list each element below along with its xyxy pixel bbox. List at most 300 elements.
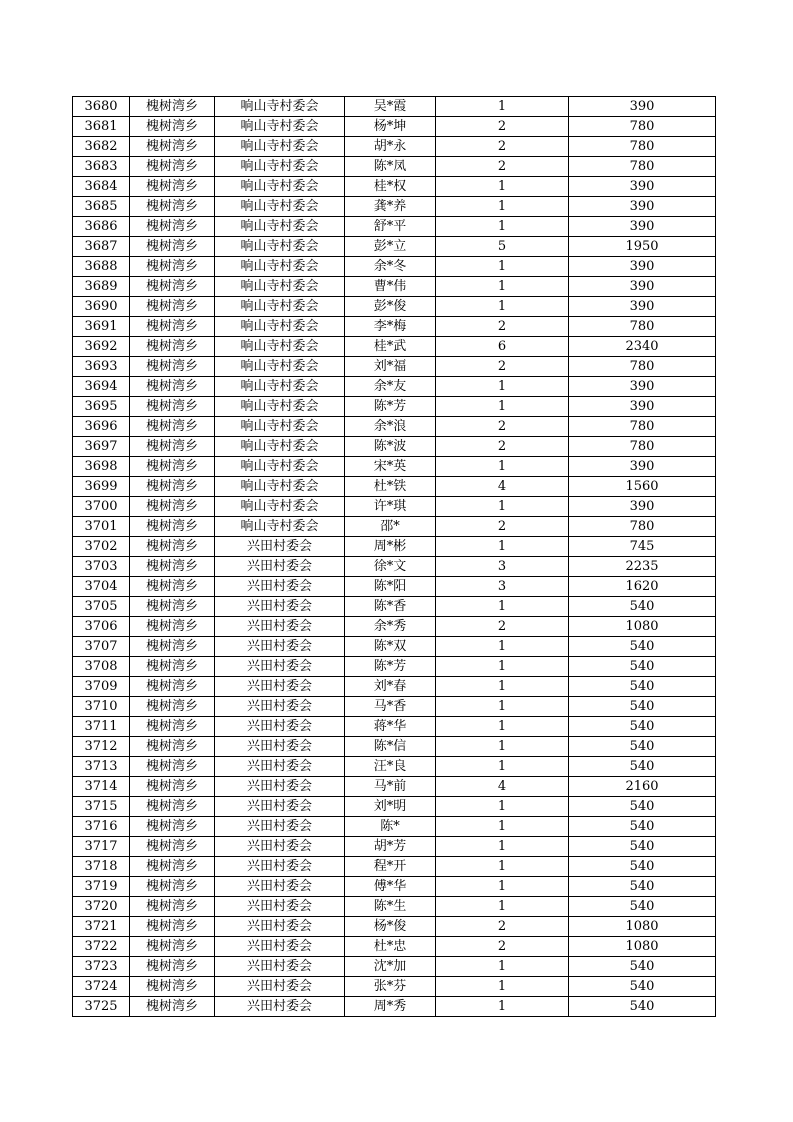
count-cell: 2 [436, 937, 569, 957]
amount-cell: 540 [569, 677, 716, 697]
township-cell: 槐树湾乡 [130, 577, 215, 597]
village-committee-cell: 响山寺村委会 [215, 117, 345, 137]
row-number-cell: 3693 [73, 357, 130, 377]
township-cell: 槐树湾乡 [130, 477, 215, 497]
row-number-cell: 3705 [73, 597, 130, 617]
row-number-cell: 3724 [73, 977, 130, 997]
table-row [73, 597, 716, 617]
count-cell: 6 [436, 337, 569, 357]
name-cell: 张*芬 [345, 977, 436, 997]
village-committee-cell: 兴田村委会 [215, 957, 345, 977]
row-number-cell: 3695 [73, 397, 130, 417]
township-cell: 槐树湾乡 [130, 397, 215, 417]
row-number-cell: 3717 [73, 837, 130, 857]
township-cell: 槐树湾乡 [130, 97, 215, 117]
amount-cell: 390 [569, 277, 716, 297]
row-number-cell: 3719 [73, 877, 130, 897]
amount-cell: 780 [569, 317, 716, 337]
name-cell: 陈*芳 [345, 397, 436, 417]
name-cell: 周*彬 [345, 537, 436, 557]
township-cell: 槐树湾乡 [130, 977, 215, 997]
row-number-cell: 3684 [73, 177, 130, 197]
township-cell: 槐树湾乡 [130, 917, 215, 937]
township-cell: 槐树湾乡 [130, 157, 215, 177]
table-row [73, 797, 716, 817]
name-cell: 彭*立 [345, 237, 436, 257]
name-cell: 马*香 [345, 697, 436, 717]
village-committee-cell: 响山寺村委会 [215, 137, 345, 157]
table-row [73, 537, 716, 557]
township-cell: 槐树湾乡 [130, 357, 215, 377]
table-row [73, 397, 716, 417]
amount-cell: 745 [569, 537, 716, 557]
village-committee-cell: 兴田村委会 [215, 677, 345, 697]
row-number-cell: 3686 [73, 217, 130, 237]
count-cell: 1 [436, 997, 569, 1017]
row-number-cell: 3700 [73, 497, 130, 517]
count-cell: 2 [436, 137, 569, 157]
count-cell: 4 [436, 477, 569, 497]
row-number-cell: 3716 [73, 817, 130, 837]
village-committee-cell: 兴田村委会 [215, 837, 345, 857]
village-committee-cell: 响山寺村委会 [215, 497, 345, 517]
row-number-cell: 3703 [73, 557, 130, 577]
table-row [73, 417, 716, 437]
amount-cell: 780 [569, 137, 716, 157]
row-number-cell: 3706 [73, 617, 130, 637]
village-committee-cell: 兴田村委会 [215, 917, 345, 937]
amount-cell: 540 [569, 977, 716, 997]
township-cell: 槐树湾乡 [130, 297, 215, 317]
amount-cell: 540 [569, 757, 716, 777]
township-cell: 槐树湾乡 [130, 877, 215, 897]
amount-cell: 390 [569, 397, 716, 417]
name-cell: 刘*福 [345, 357, 436, 377]
table-row [73, 237, 716, 257]
table-row [73, 697, 716, 717]
township-cell: 槐树湾乡 [130, 237, 215, 257]
village-committee-cell: 兴田村委会 [215, 937, 345, 957]
count-cell: 1 [436, 697, 569, 717]
count-cell: 2 [436, 157, 569, 177]
count-cell: 1 [436, 197, 569, 217]
amount-cell: 540 [569, 657, 716, 677]
count-cell: 2 [436, 437, 569, 457]
count-cell: 1 [436, 717, 569, 737]
count-cell: 1 [436, 377, 569, 397]
table-row [73, 617, 716, 637]
count-cell: 1 [436, 957, 569, 977]
table-row [73, 517, 716, 537]
township-cell: 槐树湾乡 [130, 697, 215, 717]
table-row [73, 957, 716, 977]
township-cell: 槐树湾乡 [130, 797, 215, 817]
township-cell: 槐树湾乡 [130, 497, 215, 517]
row-number-cell: 3711 [73, 717, 130, 737]
village-committee-cell: 响山寺村委会 [215, 357, 345, 377]
township-cell: 槐树湾乡 [130, 857, 215, 877]
name-cell: 桂*武 [345, 337, 436, 357]
amount-cell: 390 [569, 217, 716, 237]
township-cell: 槐树湾乡 [130, 997, 215, 1017]
row-number-cell: 3708 [73, 657, 130, 677]
township-cell: 槐树湾乡 [130, 957, 215, 977]
village-committee-cell: 响山寺村委会 [215, 237, 345, 257]
table-row [73, 337, 716, 357]
amount-cell: 1560 [569, 477, 716, 497]
village-committee-cell: 兴田村委会 [215, 717, 345, 737]
amount-cell: 540 [569, 957, 716, 977]
count-cell: 2 [436, 317, 569, 337]
name-cell: 杜*铁 [345, 477, 436, 497]
row-number-cell: 3709 [73, 677, 130, 697]
table-row [73, 357, 716, 377]
township-cell: 槐树湾乡 [130, 217, 215, 237]
village-committee-cell: 响山寺村委会 [215, 337, 345, 357]
amount-cell: 540 [569, 817, 716, 837]
village-committee-cell: 兴田村委会 [215, 777, 345, 797]
amount-cell: 390 [569, 197, 716, 217]
name-cell: 余*冬 [345, 257, 436, 277]
count-cell: 1 [436, 457, 569, 477]
table-row [73, 857, 716, 877]
amount-cell: 540 [569, 697, 716, 717]
table-row [73, 897, 716, 917]
table-row [73, 997, 716, 1017]
village-committee-cell: 兴田村委会 [215, 797, 345, 817]
name-cell: 余*秀 [345, 617, 436, 637]
row-number-cell: 3683 [73, 157, 130, 177]
row-number-cell: 3710 [73, 697, 130, 717]
village-committee-cell: 响山寺村委会 [215, 397, 345, 417]
amount-cell: 540 [569, 857, 716, 877]
row-number-cell: 3707 [73, 637, 130, 657]
count-cell: 1 [436, 497, 569, 517]
amount-cell: 540 [569, 597, 716, 617]
township-cell: 槐树湾乡 [130, 757, 215, 777]
amount-cell: 2235 [569, 557, 716, 577]
village-committee-cell: 响山寺村委会 [215, 317, 345, 337]
name-cell: 陈*凤 [345, 157, 436, 177]
township-cell: 槐树湾乡 [130, 937, 215, 957]
township-cell: 槐树湾乡 [130, 537, 215, 557]
amount-cell: 540 [569, 837, 716, 857]
row-number-cell: 3699 [73, 477, 130, 497]
row-number-cell: 3691 [73, 317, 130, 337]
row-number-cell: 3690 [73, 297, 130, 317]
township-cell: 槐树湾乡 [130, 257, 215, 277]
table-row [73, 437, 716, 457]
village-committee-cell: 响山寺村委会 [215, 197, 345, 217]
count-cell: 2 [436, 517, 569, 537]
row-number-cell: 3685 [73, 197, 130, 217]
name-cell: 陈*阳 [345, 577, 436, 597]
village-committee-cell: 响山寺村委会 [215, 217, 345, 237]
village-committee-cell: 兴田村委会 [215, 757, 345, 777]
township-cell: 槐树湾乡 [130, 117, 215, 137]
row-number-cell: 3680 [73, 97, 130, 117]
village-committee-cell: 响山寺村委会 [215, 157, 345, 177]
count-cell: 1 [436, 837, 569, 857]
village-committee-cell: 响山寺村委会 [215, 437, 345, 457]
row-number-cell: 3692 [73, 337, 130, 357]
name-cell: 胡*芳 [345, 837, 436, 857]
amount-cell: 780 [569, 117, 716, 137]
name-cell: 吴*霞 [345, 97, 436, 117]
count-cell: 1 [436, 97, 569, 117]
count-cell: 1 [436, 637, 569, 657]
table-row [73, 777, 716, 797]
name-cell: 陈*双 [345, 637, 436, 657]
township-cell: 槐树湾乡 [130, 837, 215, 857]
amount-cell: 390 [569, 497, 716, 517]
row-number-cell: 3682 [73, 137, 130, 157]
township-cell: 槐树湾乡 [130, 177, 215, 197]
township-cell: 槐树湾乡 [130, 737, 215, 757]
table-row [73, 277, 716, 297]
table-row [73, 817, 716, 837]
row-number-cell: 3698 [73, 457, 130, 477]
table-row [73, 837, 716, 857]
count-cell: 1 [436, 657, 569, 677]
village-committee-cell: 响山寺村委会 [215, 277, 345, 297]
township-cell: 槐树湾乡 [130, 657, 215, 677]
count-cell: 2 [436, 617, 569, 637]
data-table [72, 96, 716, 1017]
name-cell: 余*浪 [345, 417, 436, 437]
amount-cell: 540 [569, 637, 716, 657]
count-cell: 1 [436, 257, 569, 277]
amount-cell: 1950 [569, 237, 716, 257]
table-row [73, 717, 716, 737]
village-committee-cell: 响山寺村委会 [215, 477, 345, 497]
amount-cell: 2340 [569, 337, 716, 357]
amount-cell: 390 [569, 377, 716, 397]
table-row [73, 97, 716, 117]
count-cell: 1 [436, 297, 569, 317]
township-cell: 槐树湾乡 [130, 597, 215, 617]
township-cell: 槐树湾乡 [130, 277, 215, 297]
table-row [73, 377, 716, 397]
count-cell: 1 [436, 277, 569, 297]
name-cell: 舒*平 [345, 217, 436, 237]
table-row [73, 297, 716, 317]
amount-cell: 1080 [569, 937, 716, 957]
amount-cell: 390 [569, 257, 716, 277]
township-cell: 槐树湾乡 [130, 777, 215, 797]
name-cell: 陈*信 [345, 737, 436, 757]
village-committee-cell: 兴田村委会 [215, 597, 345, 617]
row-number-cell: 3704 [73, 577, 130, 597]
township-cell: 槐树湾乡 [130, 677, 215, 697]
township-cell: 槐树湾乡 [130, 817, 215, 837]
count-cell: 1 [436, 537, 569, 557]
table-row [73, 257, 716, 277]
amount-cell: 780 [569, 157, 716, 177]
name-cell: 许*琪 [345, 497, 436, 517]
name-cell: 陈*香 [345, 597, 436, 617]
count-cell: 1 [436, 737, 569, 757]
name-cell: 马*前 [345, 777, 436, 797]
village-committee-cell: 兴田村委会 [215, 577, 345, 597]
amount-cell: 390 [569, 297, 716, 317]
row-number-cell: 3702 [73, 537, 130, 557]
village-committee-cell: 兴田村委会 [215, 557, 345, 577]
count-cell: 3 [436, 577, 569, 597]
village-committee-cell: 响山寺村委会 [215, 377, 345, 397]
name-cell: 程*开 [345, 857, 436, 877]
name-cell: 杨*俊 [345, 917, 436, 937]
amount-cell: 780 [569, 357, 716, 377]
amount-cell: 540 [569, 717, 716, 737]
table-row [73, 577, 716, 597]
township-cell: 槐树湾乡 [130, 337, 215, 357]
amount-cell: 780 [569, 437, 716, 457]
amount-cell: 390 [569, 457, 716, 477]
count-cell: 1 [436, 877, 569, 897]
table-row [73, 197, 716, 217]
name-cell: 陈*生 [345, 897, 436, 917]
amount-cell: 540 [569, 897, 716, 917]
row-number-cell: 3688 [73, 257, 130, 277]
village-committee-cell: 响山寺村委会 [215, 297, 345, 317]
name-cell: 杜*忠 [345, 937, 436, 957]
table-row [73, 637, 716, 657]
row-number-cell: 3720 [73, 897, 130, 917]
count-cell: 2 [436, 417, 569, 437]
name-cell: 陈* [345, 817, 436, 837]
row-number-cell: 3725 [73, 997, 130, 1017]
village-committee-cell: 响山寺村委会 [215, 457, 345, 477]
amount-cell: 1080 [569, 917, 716, 937]
village-committee-cell: 兴田村委会 [215, 817, 345, 837]
village-committee-cell: 响山寺村委会 [215, 257, 345, 277]
table-body [73, 97, 716, 1017]
count-cell: 1 [436, 817, 569, 837]
village-committee-cell: 兴田村委会 [215, 897, 345, 917]
name-cell: 李*梅 [345, 317, 436, 337]
table-row [73, 937, 716, 957]
township-cell: 槐树湾乡 [130, 457, 215, 477]
name-cell: 周*秀 [345, 997, 436, 1017]
amount-cell: 540 [569, 797, 716, 817]
village-committee-cell: 兴田村委会 [215, 657, 345, 677]
row-number-cell: 3715 [73, 797, 130, 817]
township-cell: 槐树湾乡 [130, 437, 215, 457]
count-cell: 5 [436, 237, 569, 257]
amount-cell: 1080 [569, 617, 716, 637]
table-row [73, 557, 716, 577]
count-cell: 1 [436, 397, 569, 417]
count-cell: 1 [436, 597, 569, 617]
amount-cell: 2160 [569, 777, 716, 797]
village-committee-cell: 兴田村委会 [215, 637, 345, 657]
name-cell: 陈*芳 [345, 657, 436, 677]
table-row [73, 117, 716, 137]
row-number-cell: 3681 [73, 117, 130, 137]
name-cell: 邵* [345, 517, 436, 537]
village-committee-cell: 响山寺村委会 [215, 517, 345, 537]
count-cell: 2 [436, 117, 569, 137]
village-committee-cell: 响山寺村委会 [215, 97, 345, 117]
count-cell: 1 [436, 857, 569, 877]
table-row [73, 737, 716, 757]
row-number-cell: 3696 [73, 417, 130, 437]
township-cell: 槐树湾乡 [130, 557, 215, 577]
row-number-cell: 3689 [73, 277, 130, 297]
name-cell: 龚*养 [345, 197, 436, 217]
table-row [73, 317, 716, 337]
table-row [73, 877, 716, 897]
name-cell: 宋*英 [345, 457, 436, 477]
count-cell: 1 [436, 217, 569, 237]
name-cell: 彭*俊 [345, 297, 436, 317]
village-committee-cell: 兴田村委会 [215, 737, 345, 757]
amount-cell: 540 [569, 997, 716, 1017]
row-number-cell: 3697 [73, 437, 130, 457]
count-cell: 1 [436, 677, 569, 697]
village-committee-cell: 兴田村委会 [215, 877, 345, 897]
count-cell: 1 [436, 897, 569, 917]
table-row [73, 917, 716, 937]
name-cell: 蒋*华 [345, 717, 436, 737]
table-row [73, 137, 716, 157]
township-cell: 槐树湾乡 [130, 137, 215, 157]
amount-cell: 390 [569, 177, 716, 197]
table-row [73, 157, 716, 177]
table-row [73, 177, 716, 197]
count-cell: 1 [436, 797, 569, 817]
village-committee-cell: 兴田村委会 [215, 537, 345, 557]
row-number-cell: 3718 [73, 857, 130, 877]
name-cell: 傅*华 [345, 877, 436, 897]
row-number-cell: 3714 [73, 777, 130, 797]
row-number-cell: 3712 [73, 737, 130, 757]
row-number-cell: 3721 [73, 917, 130, 937]
name-cell: 徐*文 [345, 557, 436, 577]
name-cell: 杨*坤 [345, 117, 436, 137]
count-cell: 4 [436, 777, 569, 797]
village-committee-cell: 兴田村委会 [215, 697, 345, 717]
township-cell: 槐树湾乡 [130, 417, 215, 437]
township-cell: 槐树湾乡 [130, 517, 215, 537]
count-cell: 2 [436, 917, 569, 937]
township-cell: 槐树湾乡 [130, 617, 215, 637]
name-cell: 汪*良 [345, 757, 436, 777]
name-cell: 刘*明 [345, 797, 436, 817]
village-committee-cell: 兴田村委会 [215, 617, 345, 637]
table-row [73, 477, 716, 497]
village-committee-cell: 兴田村委会 [215, 977, 345, 997]
count-cell: 1 [436, 977, 569, 997]
township-cell: 槐树湾乡 [130, 317, 215, 337]
table-row [73, 757, 716, 777]
count-cell: 3 [436, 557, 569, 577]
township-cell: 槐树湾乡 [130, 377, 215, 397]
row-number-cell: 3713 [73, 757, 130, 777]
count-cell: 2 [436, 357, 569, 377]
amount-cell: 1620 [569, 577, 716, 597]
township-cell: 槐树湾乡 [130, 637, 215, 657]
row-number-cell: 3687 [73, 237, 130, 257]
count-cell: 1 [436, 177, 569, 197]
row-number-cell: 3701 [73, 517, 130, 537]
table-row [73, 657, 716, 677]
table-row [73, 677, 716, 697]
village-committee-cell: 兴田村委会 [215, 857, 345, 877]
row-number-cell: 3694 [73, 377, 130, 397]
table-row [73, 497, 716, 517]
